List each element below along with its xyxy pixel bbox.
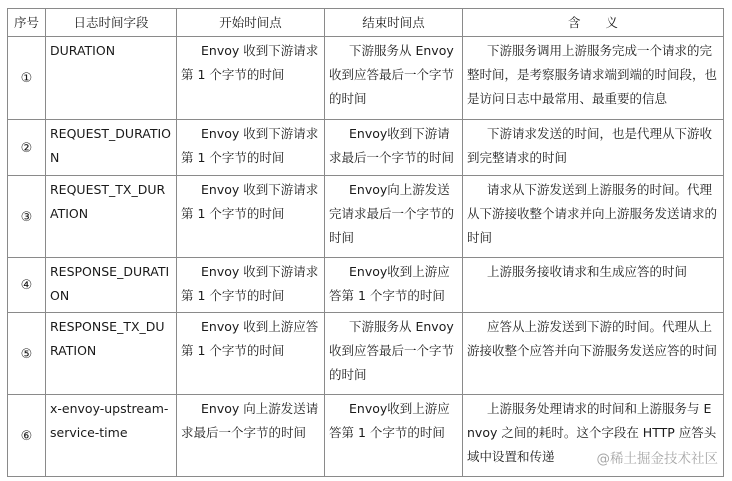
table-row — [8, 37, 724, 120]
row-start: Envoy 收到上游应答第 1 个字节的时间 — [177, 313, 325, 395]
row-end: Envoy向上游发送完请求最后一个字节的时间 — [325, 176, 463, 258]
row-field: DURATION — [46, 37, 177, 120]
row-end: 下游服务从 Envoy 收到应答最后一个字节的时间 — [325, 37, 463, 120]
header-start: 开始时间点 — [177, 9, 325, 37]
row-start: Envoy 收到下游请求第 1 个字节的时间 — [177, 120, 325, 176]
row-field: x-envoy-upstream-service-time — [46, 395, 177, 477]
row-field: RESPONSE_TX_DURATION — [46, 313, 177, 395]
row-meaning: 应答从上游发送到下游的时间。代理从上游接收整个应答并向下游服务发送应答的时间 — [463, 313, 724, 395]
row-field: REQUEST_TX_DURATION — [46, 176, 177, 258]
row-index: ② — [8, 120, 46, 176]
row-start: Envoy 向上游发送请求最后一个字节的时间 — [177, 395, 325, 477]
row-meaning: 下游服务调用上游服务完成一个请求的完整时间，是考察服务请求端到端的时间段，也是访问日志中最常用、最重要的信息 — [463, 37, 724, 120]
row-end: Envoy收到上游应答第 1 个字节的时间 — [325, 395, 463, 477]
row-start: Envoy 收到下游请求第 1 个字节的时间 — [177, 176, 325, 258]
row-start: Envoy 收到下游请求第 1 个字节的时间 — [177, 37, 325, 120]
row-index: ⑥ — [8, 395, 46, 477]
row-meaning: 上游服务接收请求和生成应答的时间 — [463, 258, 724, 313]
row-end: Envoy收到下游请求最后一个字节的时间 — [325, 120, 463, 176]
table-row — [8, 176, 724, 258]
header-field: 日志时间字段 — [46, 9, 177, 37]
header-end: 结束时间点 — [325, 9, 463, 37]
row-meaning: 上游服务处理请求的时间和上游服务与 Envoy 之间的耗时。这个字段在 HTTP 应答头域中设置和传递 — [463, 395, 724, 477]
row-meaning: 下游请求发送的时间，也是代理从下游收到完整请求的时间 — [463, 120, 724, 176]
header-index: 序号 — [8, 9, 46, 37]
row-meaning: 请求从下游发送到上游服务的时间。代理从下游接收整个请求并向上游服务发送请求的时间 — [463, 176, 724, 258]
row-field: REQUEST_DURATION — [46, 120, 177, 176]
row-end: 下游服务从 Envoy 收到应答最后一个字节的时间 — [325, 313, 463, 395]
table-header-row — [8, 9, 724, 37]
row-index: ④ — [8, 258, 46, 313]
log-time-fields-table — [7, 8, 724, 477]
row-index: ③ — [8, 176, 46, 258]
row-index: ⑤ — [8, 313, 46, 395]
row-start: Envoy 收到下游请求第 1 个字节的时间 — [177, 258, 325, 313]
table-row — [8, 313, 724, 395]
table-row — [8, 120, 724, 176]
watermark: @稀土掘金技术社区 — [596, 451, 718, 467]
row-index: ① — [8, 37, 46, 120]
header-meaning: 含 义 — [463, 9, 724, 37]
row-field: RESPONSE_DURATION — [46, 258, 177, 313]
row-end: Envoy收到上游应答第 1 个字节的时间 — [325, 258, 463, 313]
table-row — [8, 258, 724, 313]
